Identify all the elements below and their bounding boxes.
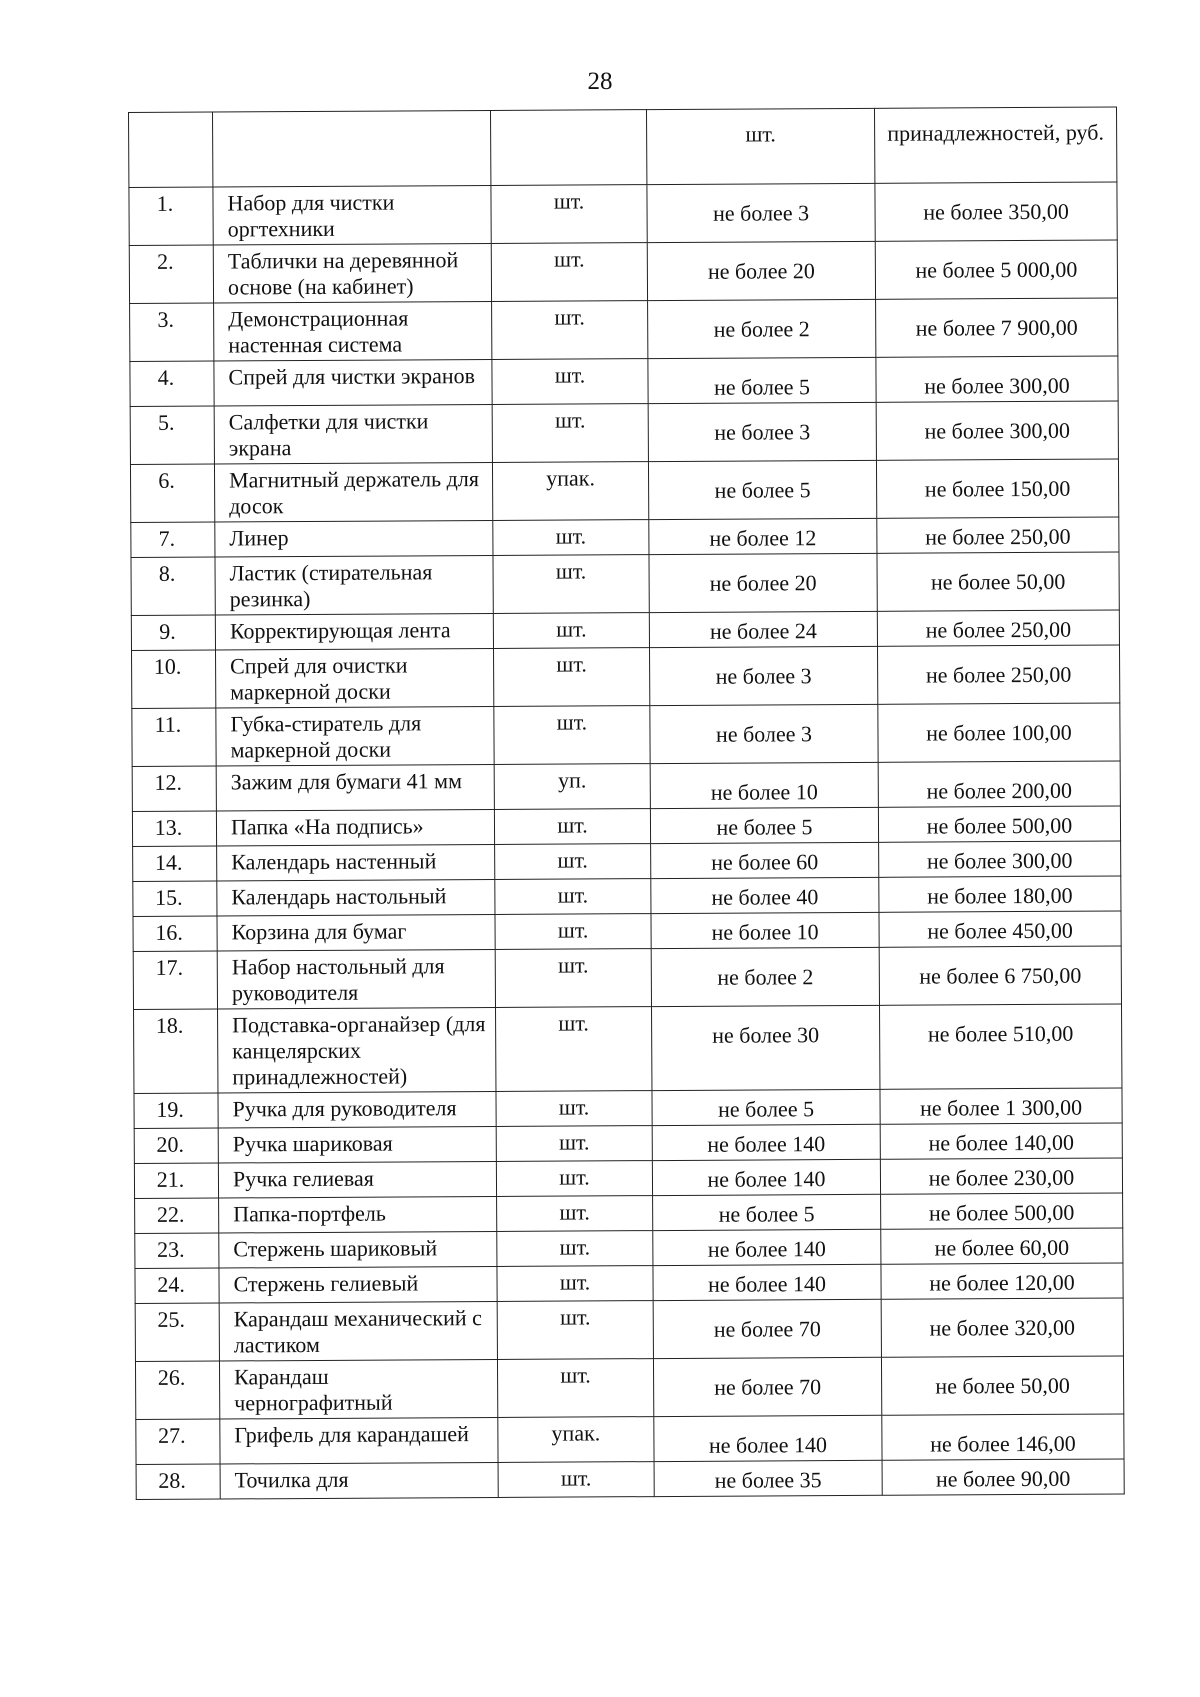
unit-cell: шт.	[498, 1462, 654, 1498]
item-name-cell: Календарь настенный	[217, 844, 495, 881]
header-cell-price: принадлежностей, руб.	[874, 107, 1116, 183]
table-row	[131, 552, 1119, 616]
table-row	[134, 1004, 1122, 1094]
price-cell: не более 450,00	[879, 911, 1121, 947]
table-row	[132, 761, 1120, 812]
unit-cell: шт.	[497, 1359, 653, 1418]
table-row	[133, 946, 1121, 1010]
row-number-cell: 12.	[132, 766, 216, 811]
unit-cell: шт.	[491, 185, 647, 244]
price-cell: не более 180,00	[879, 876, 1121, 912]
quantity-cell: не более 20	[647, 241, 875, 300]
table-row	[135, 1263, 1123, 1304]
table-row	[136, 1414, 1124, 1465]
unit-cell: шт.	[495, 949, 651, 1008]
document-sheet	[128, 106, 1124, 1499]
item-name-cell: Карандаш механический с ластиком	[219, 1301, 497, 1361]
quantity-cell: не более 5	[653, 1194, 881, 1230]
item-name-cell: Ручка шариковая	[218, 1126, 496, 1163]
quantity-cell: не более 20	[649, 553, 877, 612]
price-cell: не более 230,00	[880, 1158, 1122, 1194]
price-cell: не более 120,00	[881, 1263, 1123, 1299]
item-name-cell: Спрей для очистки маркерной доски	[216, 648, 494, 708]
row-number-cell: 22.	[135, 1198, 219, 1233]
table-row	[130, 459, 1118, 523]
unit-cell: шт.	[493, 555, 649, 614]
row-number-cell: 17.	[133, 951, 217, 1009]
price-cell: не более 320,00	[881, 1298, 1123, 1357]
quantity-cell: не более 2	[648, 299, 876, 358]
quantity-cell: не более 24	[649, 611, 877, 647]
price-cell: не более 146,00	[882, 1414, 1124, 1460]
price-cell: не более 60,00	[881, 1228, 1123, 1264]
price-cell: не более 150,00	[876, 459, 1118, 518]
price-cell: не более 300,00	[876, 401, 1118, 460]
unit-cell: шт.	[494, 706, 650, 765]
row-number-cell: 2.	[129, 245, 213, 303]
item-name-cell: Магнитный держатель для досок	[214, 462, 492, 522]
row-number-cell: 15.	[133, 881, 217, 916]
quantity-cell: не более 70	[653, 1357, 881, 1416]
unit-cell: шт.	[493, 613, 649, 649]
row-number-cell: 28.	[136, 1464, 220, 1499]
item-name-cell: Ластик (стирательная резинка)	[215, 555, 493, 615]
row-number-cell: 1.	[129, 187, 213, 245]
quantity-cell: не более 30	[652, 1005, 880, 1090]
unit-cell: упак.	[498, 1417, 654, 1463]
price-cell: не более 500,00	[881, 1193, 1123, 1229]
price-cell: не более 300,00	[879, 841, 1121, 877]
table-row	[130, 401, 1118, 465]
row-number-cell: 24.	[135, 1268, 219, 1303]
item-name-cell: Подставка-органайзер (для канцелярских принадлежностей)	[218, 1007, 496, 1093]
row-number-cell: 8.	[131, 557, 215, 615]
item-name-cell: Грифель для карандашей	[220, 1417, 498, 1464]
quantity-cell: не более 12	[649, 518, 877, 554]
table-row	[131, 517, 1119, 558]
row-number-cell: 13.	[132, 811, 216, 846]
quantity-cell: не более 5	[648, 357, 876, 403]
quantity-cell: не более 10	[651, 912, 879, 948]
unit-cell: шт.	[495, 879, 651, 915]
quantity-cell: не более 140	[654, 1415, 882, 1461]
table-row	[134, 1123, 1122, 1164]
quantity-cell: не более 35	[654, 1460, 882, 1496]
price-cell: не более 140,00	[880, 1123, 1122, 1159]
item-name-cell: Зажим для бумаги 41 мм	[216, 764, 494, 811]
row-number-cell: 9.	[131, 615, 215, 650]
item-name-cell: Губка-стиратель для маркерной доски	[216, 706, 494, 766]
unit-cell: шт.	[496, 1126, 652, 1162]
header-cell-number	[129, 112, 213, 187]
item-name-cell: Корректирующая лента	[215, 613, 493, 650]
row-number-cell: 16.	[133, 916, 217, 951]
table-row	[130, 298, 1118, 362]
row-number-cell: 21.	[134, 1163, 218, 1198]
price-cell: не более 250,00	[877, 645, 1119, 704]
header-cell-quantity: шт.	[646, 108, 874, 184]
quantity-cell: не более 5	[648, 460, 876, 519]
quantity-cell: не более 140	[652, 1159, 880, 1195]
price-cell: не более 100,00	[878, 703, 1120, 762]
unit-cell: шт.	[496, 1007, 652, 1092]
quantity-cell: не более 140	[652, 1124, 880, 1160]
unit-cell: шт.	[492, 301, 648, 360]
unit-cell: шт.	[494, 648, 650, 707]
table-row	[129, 182, 1117, 246]
item-name-cell: Набор настольный для руководителя	[217, 949, 495, 1009]
price-cell: не более 250,00	[877, 517, 1119, 553]
table-row	[133, 876, 1121, 917]
table-row	[133, 841, 1121, 882]
table-body	[129, 107, 1125, 1499]
price-cell: не более 1 300,00	[880, 1088, 1122, 1124]
unit-cell: шт.	[497, 1266, 653, 1302]
item-name-cell: Корзина для бумаг	[217, 914, 495, 951]
unit-cell: шт.	[492, 404, 648, 463]
quantity-cell: не более 60	[651, 842, 879, 878]
quantity-cell: не более 3	[649, 646, 877, 705]
table-row	[130, 356, 1118, 407]
table-row	[135, 1228, 1123, 1269]
unit-cell: шт.	[496, 1161, 652, 1197]
unit-cell: шт.	[496, 1091, 652, 1127]
quantity-cell: не более 3	[648, 402, 876, 461]
row-number-cell: 3.	[130, 303, 214, 361]
quantity-cell: не более 2	[651, 947, 879, 1006]
quantity-cell: не более 40	[651, 877, 879, 913]
table-row	[132, 806, 1120, 847]
quantity-cell: не более 5	[652, 1089, 880, 1125]
unit-cell: шт.	[494, 809, 650, 845]
price-cell: не более 5 000,00	[875, 240, 1117, 299]
price-cell: не более 90,00	[882, 1459, 1124, 1495]
page-number: 28	[587, 68, 613, 95]
table-row	[134, 1088, 1122, 1129]
row-number-cell: 25.	[135, 1303, 219, 1361]
table-row	[134, 1158, 1122, 1199]
header-row	[129, 107, 1117, 188]
row-number-cell: 11.	[132, 708, 216, 766]
table-row	[133, 911, 1121, 952]
price-cell: не более 7 900,00	[876, 298, 1118, 357]
row-number-cell: 4.	[130, 361, 214, 406]
item-name-cell: Стержень гелиевый	[219, 1266, 497, 1303]
quantity-cell: не более 140	[653, 1264, 881, 1300]
table-row	[136, 1459, 1124, 1500]
price-cell: не более 250,00	[877, 610, 1119, 646]
quantity-cell: не более 3	[647, 183, 875, 242]
item-name-cell: Календарь настольный	[217, 879, 495, 916]
item-name-cell: Ручка гелиевая	[218, 1161, 496, 1198]
quantity-cell: не более 3	[650, 704, 878, 763]
row-number-cell: 18.	[134, 1009, 218, 1093]
item-name-cell: Ручка для руководителя	[218, 1091, 496, 1128]
unit-cell: шт.	[495, 914, 651, 950]
unit-cell: шт.	[497, 1231, 653, 1267]
price-cell: не более 50,00	[881, 1356, 1123, 1415]
item-name-cell: Точилка для	[220, 1462, 498, 1499]
unit-cell: шт.	[497, 1301, 653, 1360]
item-name-cell: Папка-портфель	[219, 1196, 497, 1233]
row-number-cell: 23.	[135, 1233, 219, 1268]
table-row	[135, 1356, 1123, 1420]
price-cell: не более 6 750,00	[879, 946, 1121, 1005]
table-row	[131, 610, 1119, 651]
unit-cell: шт.	[493, 520, 649, 556]
row-number-cell: 10.	[132, 650, 216, 708]
quantity-cell: не более 70	[653, 1299, 881, 1358]
unit-cell: шт.	[492, 359, 648, 405]
unit-cell: шт.	[497, 1196, 653, 1232]
table-row	[132, 703, 1120, 767]
item-name-cell: Салфетки для чистки экрана	[214, 404, 492, 464]
item-name-cell: Таблички на деревянной основе (на кабинет)	[213, 243, 491, 303]
table-row	[129, 240, 1117, 304]
header-cell-unit	[490, 110, 646, 186]
row-number-cell: 6.	[130, 464, 214, 522]
item-name-cell: Стержень шариковый	[219, 1231, 497, 1268]
items-table	[128, 106, 1125, 1500]
table-row	[132, 645, 1120, 709]
price-cell: не более 50,00	[877, 552, 1119, 611]
unit-cell: шт.	[495, 844, 651, 880]
item-name-cell: Папка «На подпись»	[216, 809, 494, 846]
price-cell: не более 510,00	[880, 1004, 1122, 1089]
item-name-cell: Набор для чистки оргтехники	[213, 185, 491, 245]
price-cell: не более 200,00	[878, 761, 1120, 807]
row-number-cell: 19.	[134, 1093, 218, 1128]
price-cell: не более 300,00	[876, 356, 1118, 402]
row-number-cell: 14.	[133, 846, 217, 881]
header-cell-name	[213, 110, 491, 187]
price-cell: не более 350,00	[875, 182, 1117, 241]
price-cell: не более 500,00	[878, 806, 1120, 842]
item-name-cell: Карандаш чернографитный	[219, 1359, 497, 1419]
row-number-cell: 27.	[136, 1419, 220, 1464]
quantity-cell: не более 10	[650, 762, 878, 808]
quantity-cell: не более 140	[653, 1229, 881, 1265]
row-number-cell: 5.	[130, 406, 214, 464]
table-row	[135, 1193, 1123, 1234]
row-number-cell: 20.	[134, 1128, 218, 1163]
unit-cell: уп.	[494, 764, 650, 810]
unit-cell: упак.	[492, 462, 648, 521]
row-number-cell: 7.	[131, 522, 215, 557]
row-number-cell: 26.	[135, 1361, 219, 1419]
table-row	[135, 1298, 1123, 1362]
item-name-cell: Спрей для чистки экранов	[214, 359, 492, 406]
quantity-cell: не более 5	[650, 807, 878, 843]
unit-cell: шт.	[491, 243, 647, 302]
item-name-cell: Линер	[215, 520, 493, 557]
item-name-cell: Демонстрационная настенная система	[214, 301, 492, 361]
